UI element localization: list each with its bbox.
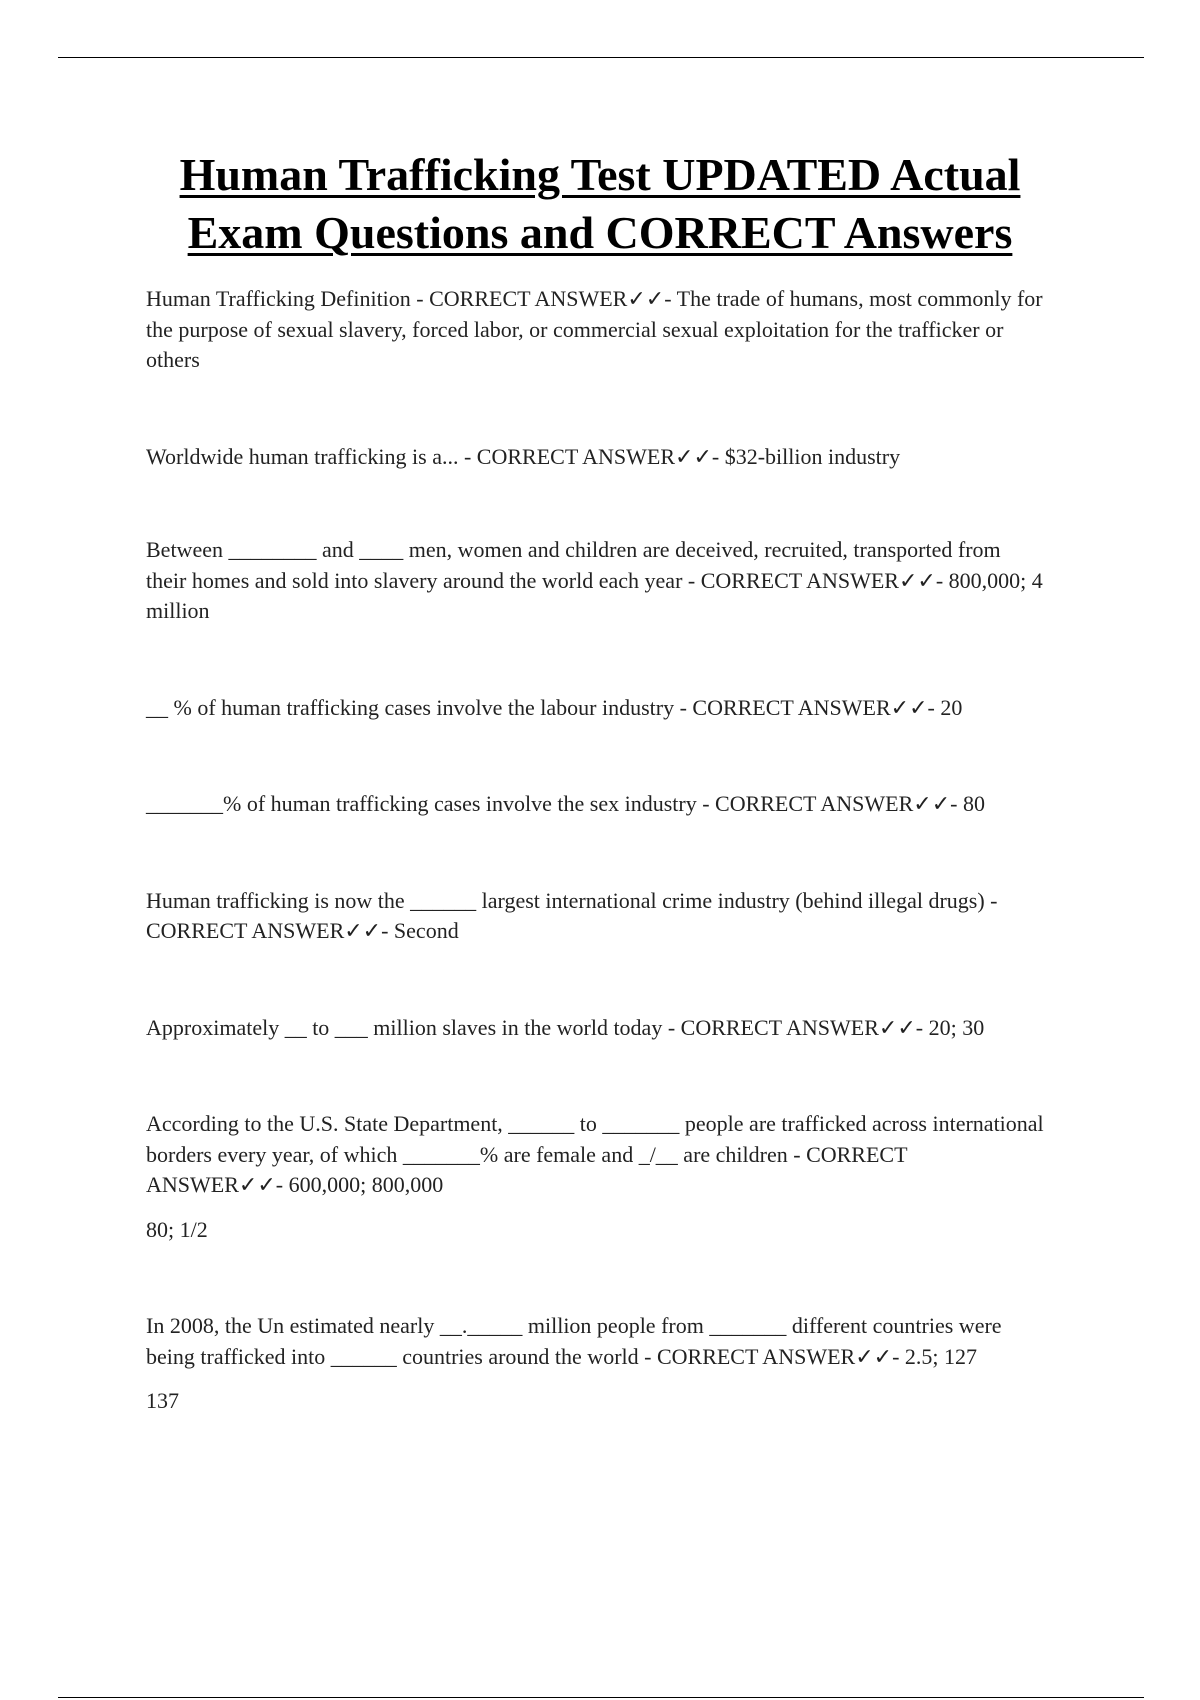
qa-answer-continued: 137 [146, 1388, 179, 1413]
qa-item-crime-rank [146, 886, 1046, 947]
qa-item-sex-percent [146, 789, 1046, 820]
qa-item-slaves-today [146, 1013, 1046, 1044]
qa-answer-continued: 80; 1/2 [146, 1216, 208, 1242]
qa-text: According to the U.S. State Department, ______ to _______ people are trafficked across international borders every year, of which _______% are female and _/__ are children - CORRECT ANSWER✓✓- 600,000; 800,000 [146, 1111, 1044, 1197]
qa-text: _______% of human trafficking cases involve the sex industry - CORRECT ANSWER✓✓- 80 [146, 791, 985, 816]
qa-item-industry-value [146, 442, 1046, 473]
qa-item-un-estimate [146, 1311, 1046, 1417]
title-line-2: Exam Questions and CORRECT Answers [187, 207, 1013, 258]
title-line-1: Human Trafficking Test UPDATED Actual [179, 149, 1021, 200]
qa-text: Approximately __ to ___ million slaves in the world today - CORRECT ANSWER✓✓- 20; 30 [146, 1014, 985, 1040]
qa-text: Between ________ and ____ men, women and children are deceived, recruited, transported from their homes and sold into slavery around the world each year - CORRECT ANSWER✓✓- 800,000; 4 million [146, 537, 1043, 623]
top-rule [58, 57, 1144, 58]
qa-list [146, 284, 1046, 1417]
qa-text: Human Trafficking Definition - CORRECT ANSWER✓✓- The trade of humans, most commonly for the purpose of sexual slavery, forced labor, or commercial sexual exploitation for the trafficker or others [146, 286, 1043, 372]
qa-text: Worldwide human trafficking is a... - CORRECT ANSWER✓✓- $32-billion industry [146, 443, 901, 469]
qa-text: In 2008, the Un estimated nearly __._____ million people from _______ different countries were being trafficked into ______ countries around the world - CORRECT ANSWER✓✓- 2.5; 127 [146, 1313, 1002, 1369]
qa-item-yearly-count [146, 535, 1046, 627]
bottom-rule [58, 1697, 1144, 1698]
document-title [90, 146, 1110, 262]
qa-item-state-department [146, 1109, 1046, 1245]
qa-item-labour-percent [146, 693, 1046, 724]
qa-text: __ % of human trafficking cases involve the labour industry - CORRECT ANSWER✓✓- 20 [146, 694, 963, 720]
qa-item-definition [146, 284, 1046, 376]
qa-text: Human trafficking is now the ______ largest international crime industry (behind illegal drugs) - CORRECT ANSWER✓✓- Second [146, 887, 998, 943]
